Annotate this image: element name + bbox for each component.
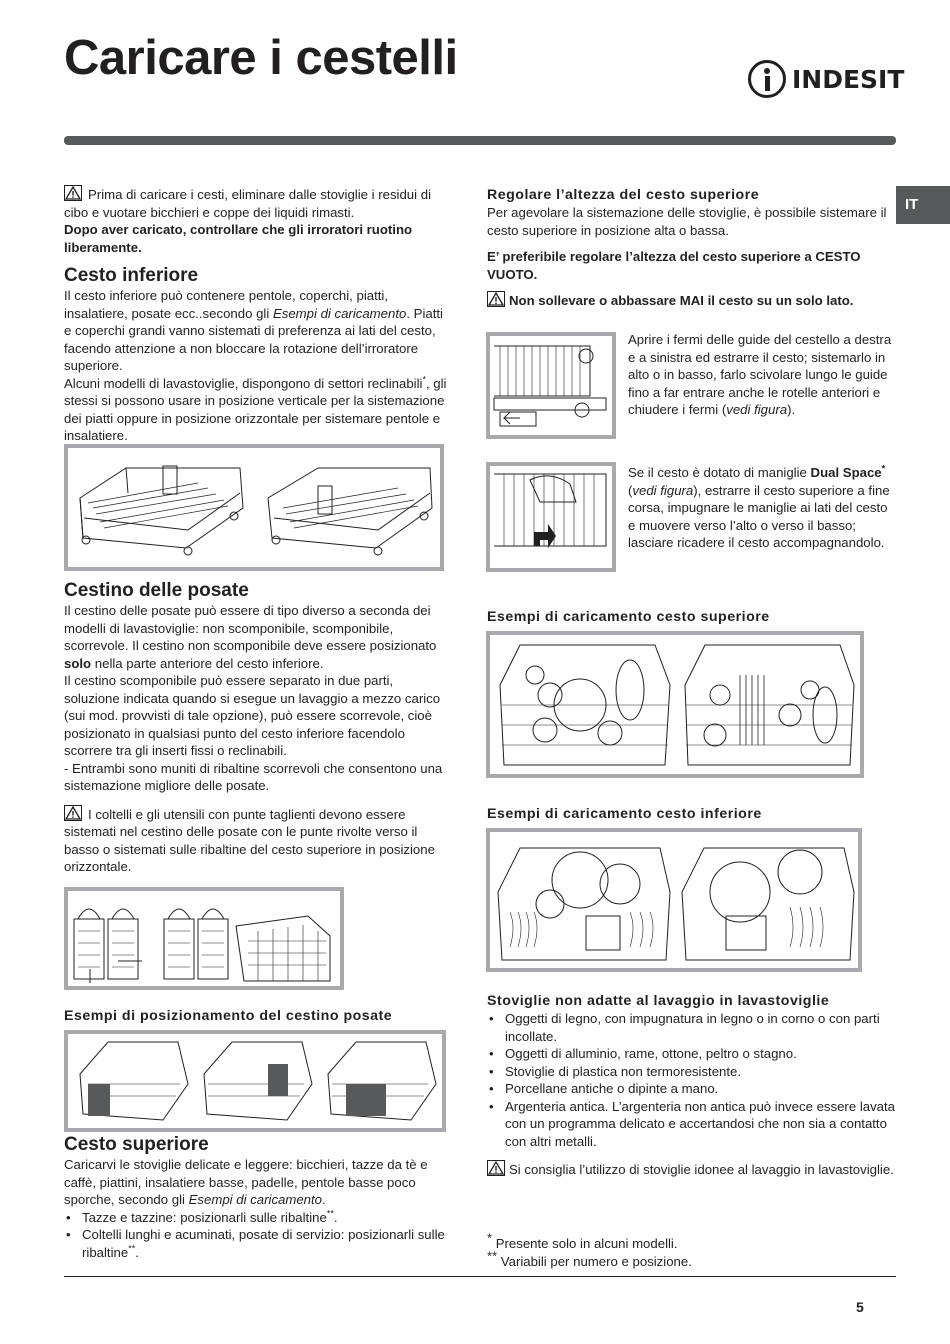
figure-lower-basket bbox=[64, 444, 444, 571]
figure-lower-loading bbox=[486, 828, 862, 972]
intro-text: Prima di caricare i cesti, eliminare dalle stoviglie i residui di cibo e vuotare bicchieri e coppe dei liquidi rimasti. bbox=[64, 187, 432, 220]
figure-dual-space bbox=[486, 462, 616, 572]
heading-esempi-superiore: Esempi di caricamento cesto superiore bbox=[487, 609, 770, 625]
list-item: • Stoviglie di plastica non termoresistente. bbox=[487, 1063, 897, 1081]
brand-name: INDESIT bbox=[792, 64, 905, 94]
list-item: • Coltelli lunghi e acuminati, posate di servizio: posizionarli sulle ribaltine**. bbox=[64, 1226, 448, 1261]
cesto-inferiore-p1: Il cesto inferiore può contenere pentole, coperchi, piatti, insalatiere, posate ecc..secondo gli Esempi di caricamento. Piatti e coperchi grandi vanno sistemati di preferenza ai lati del cesto, facendo attenzione a non bloccare la rotazione dell’irroratore superiore. bbox=[64, 288, 443, 373]
cestino-posate-p3: - Entrambi sono muniti di ribaltine scorrevoli che consentono una sistemazione migliore delle posate. bbox=[64, 760, 443, 793]
regolare-p1: Per agevolare la sistemazione delle stoviglie, è possibile sistemare il cesto superiore in posizione alta o bassa. bbox=[487, 205, 887, 238]
list-item: • Oggetti di legno, con impugnatura in legno o in corno o con parti incollate. bbox=[487, 1010, 897, 1045]
heading-regolare: Regolare l’altezza del cesto superiore bbox=[487, 187, 760, 203]
footnote-1: * Presente solo in alcuni modelli. bbox=[487, 1230, 678, 1251]
heading-esempi-inferiore: Esempi di caricamento cesto inferiore bbox=[487, 806, 762, 822]
heading-non-adatte: Stoviglie non adatte al lavaggio in lavastoviglie bbox=[487, 993, 830, 1009]
cesto-inferiore-p2: Alcuni modelli di lavastoviglie, dispongono di settori reclinabili*, gli stessi si possono usare in posizione verticale per la sistemazione dei piatti oppure in posizione orizzontale per sistemare pentole e insalatiere. bbox=[64, 374, 447, 443]
figure-cutlery-baskets bbox=[64, 887, 344, 990]
right-column-bottom bbox=[487, 992, 897, 1179]
left-column-bottom bbox=[64, 1134, 448, 1261]
cestino-posate-p2: Il cestino scomponibile può essere separato in due parti, soluzione indicata quando si esegue un lavaggio a mezzo carico (sui mod. provvisti di tale opzione), può essere scorrevole, cioè posizionato in qualsiasi punto del cesto inferiore facendolo scorrere tra gli inserti fissi o reclinabili. bbox=[64, 673, 441, 758]
language-tab: IT bbox=[896, 186, 950, 224]
heading-cesto-inferiore: Cesto inferiore bbox=[64, 265, 199, 286]
footnotes bbox=[487, 1230, 897, 1271]
right-column-top bbox=[487, 186, 897, 310]
warning-icon bbox=[64, 805, 82, 821]
intro-paragraph bbox=[64, 185, 448, 221]
brand-logo-icon bbox=[748, 60, 786, 98]
footnote-2: ** Variabili per numero e posizione. bbox=[487, 1248, 692, 1269]
regolare-step2: Se il cesto è dotato di maniglie Dual Space* (vedi figura), estrarre il cesto superiore a fine corsa, impugnare le maniglie ai lati del cesto e muovere verso l’alto o verso il basso; lasciare ricadere il cesto accompagnandolo. bbox=[628, 463, 890, 550]
figure-cutlery-positioning bbox=[64, 1030, 446, 1132]
figure-upper-loading bbox=[486, 631, 864, 778]
left-column-top bbox=[64, 185, 448, 445]
list-item: • Porcellane antiche o dipinte a mano. bbox=[487, 1080, 897, 1098]
list-item: • Argenteria antica. L’argenteria non antica può invece essere lavata con un programma delicato e accertandosi che non sia a contatto con altri metalli. bbox=[487, 1098, 897, 1151]
footer-rule-left bbox=[64, 1276, 488, 1277]
figure-basket-rail bbox=[486, 332, 616, 439]
heading-cestino-posate: Cestino delle posate bbox=[64, 580, 249, 601]
heading-cesto-superiore: Cesto superiore bbox=[64, 1134, 209, 1155]
page-number: 5 bbox=[856, 1299, 864, 1315]
cestino-posate-p1: Il cestino delle posate può essere di tipo diverso a seconda dei modelli di lavastoviglie: non scomponibile, scomponibile, scorrevole. Il cestino non scomponibile deve essere posizionato solo nella parte anteriore del cesto inferiore. bbox=[64, 603, 437, 671]
cesto-superiore-list bbox=[64, 1209, 448, 1262]
header-rule bbox=[64, 136, 896, 145]
list-item: • Oggetti di alluminio, rame, ottone, peltro o stagno. bbox=[487, 1045, 897, 1063]
warning-icon bbox=[64, 185, 82, 201]
cestino-posate-warning: I coltelli e gli utensili con punte taglienti devono essere sistemati nel cestino delle posate con le punte rivolte verso il basso o sistemati sulle ribaltine del cesto superiore in posizione orizzontale. bbox=[64, 806, 435, 874]
non-adatte-list bbox=[487, 1010, 897, 1150]
non-adatte-warning: Si consiglia l’utilizzo di stoviglie idonee al lavaggio in lavastoviglie. bbox=[487, 1160, 897, 1179]
regolare-bold: E’ preferibile regolare l’altezza del cesto superiore a CESTO VUOTO. bbox=[487, 249, 861, 282]
warning-icon bbox=[487, 291, 505, 307]
intro-bold: Dopo aver caricato, controllare che gli irroratori ruotino liberamente. bbox=[64, 222, 413, 255]
left-column-mid bbox=[64, 580, 448, 876]
list-item: • Tazze e tazzine: posizionarli sulle ribaltine**. bbox=[64, 1209, 448, 1227]
brand-logo bbox=[748, 60, 904, 98]
cesto-superiore-p1: Caricarvi le stoviglie delicate e leggere: bicchieri, tazze da tè e caffè, piattini, insalatiere basse, padelle, pentole basse poco sporche, secondo gli Esempi di caricamento. bbox=[64, 1157, 428, 1207]
heading-esempi-posizionamento: Esempi di posizionamento del cestino posate bbox=[64, 1008, 393, 1024]
regolare-warning: Non sollevare o abbassare MAI il cesto su un solo lato. bbox=[487, 291, 897, 310]
regolare-step1: Aprire i fermi delle guide del cestello a destra e a sinistra ed estrarre il cesto; sistemarlo in alto o in basso, farlo scivolare lungo le guide fino a far entrare anche le rotelle anteriori e chiudere i fermi (vedi figura). bbox=[628, 332, 892, 417]
warning-icon bbox=[487, 1160, 505, 1176]
footer-rule-right bbox=[488, 1276, 896, 1277]
page-title: Caricare i cestelli bbox=[64, 31, 458, 85]
